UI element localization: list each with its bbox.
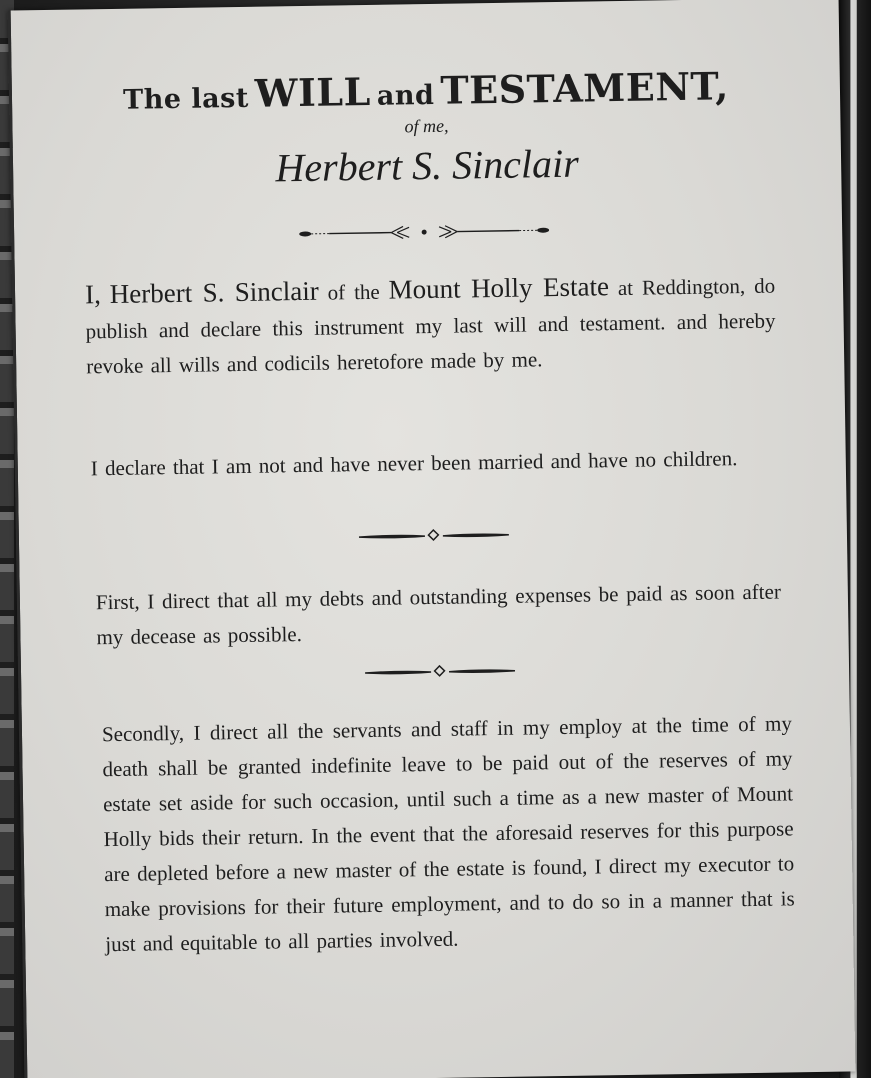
intro-paragraph: I, Herbert S. Sinclair of the Mount Holly Estate at Reddington, do publish and declare this instrument my last will and testament. and hereby revoke all wills and codicils heretofore made by me. (84, 271, 776, 379)
divider-diamond-icon (365, 663, 515, 681)
of-me-caption: of me, (404, 115, 449, 137)
document-page (11, 0, 856, 1078)
divider-diamond-icon (359, 527, 509, 545)
testator-name: Herbert S. Sinclair (275, 140, 580, 191)
second-direction-paragraph: Secondly, I direct all the servants and staff in my employ at the time of my death shall be granted indefinite leave to be paid out of the reserves of my estate set aside for such occasion, until such a time as a new master of Mount Holly bids their return. In the event that the aforesaid reserves for this purpose are depleted before a new master of the estate is found, I direct my executor to make provisions for their future employment, and to do so in a manner that is just and equitable to all parties involved. (101, 711, 795, 957)
first-direction-paragraph: First, I direct that all my debts and outstanding expenses be paid as soon after my decease as possible. (95, 579, 782, 650)
ornament-flourish-icon (299, 220, 549, 244)
title-word-3: and (376, 79, 435, 112)
title-word-2: WILL (254, 68, 372, 116)
title-word-4: TESTAMENT, (440, 63, 730, 113)
declaration-paragraph: I declare that I am not and have never been married and have no children. (90, 446, 738, 481)
will-document[interactable] (8, 0, 856, 1078)
title-word-1: The last (122, 82, 250, 116)
